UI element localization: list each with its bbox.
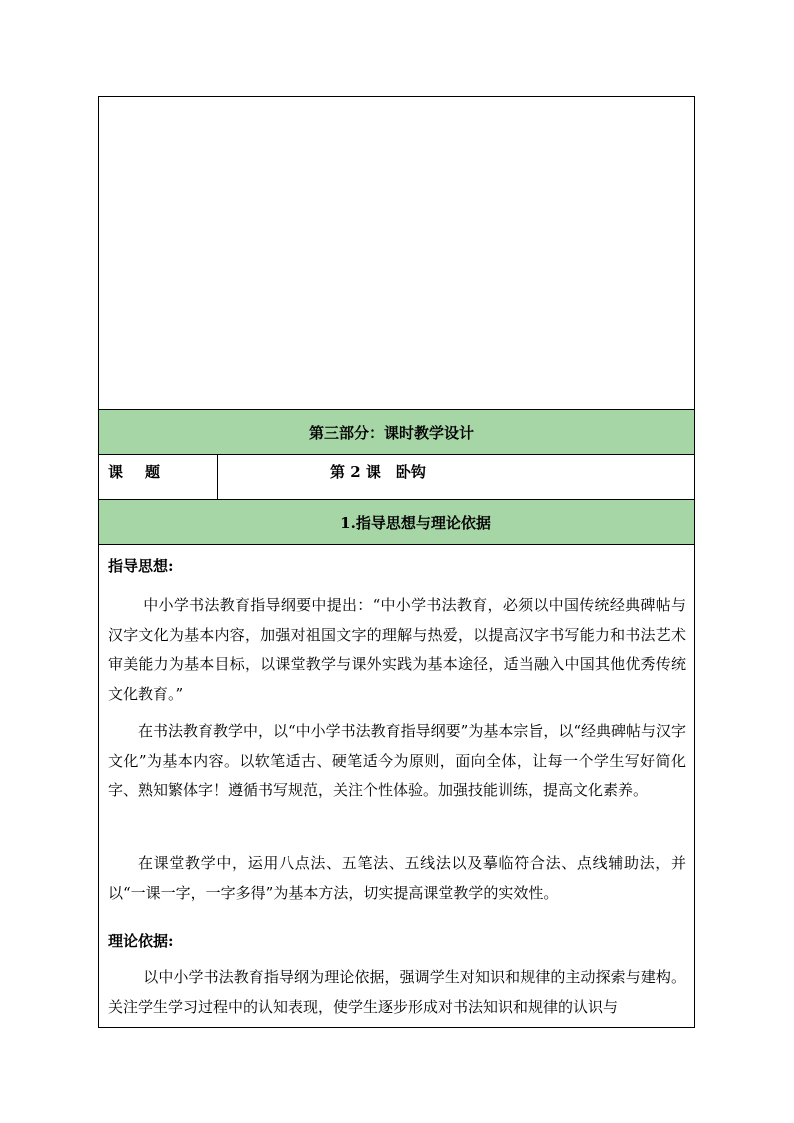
content-cell xyxy=(99,544,694,1028)
lesson-title-label xyxy=(99,455,218,499)
lesson-title-value: 第 2 课 卧钩 xyxy=(330,463,426,481)
section-title: 第三部分：课时教学设计 xyxy=(308,423,474,442)
theory-basis-heading: 理论依据: xyxy=(108,932,174,950)
paragraph-theory-basis: 以中小学书法教育指导纲为理论依据，强调学生对知识和规律的主动探索与建构。关注学生学习过程中的认知表现，使学生逐步形成对书法知识和规律的认识与 xyxy=(108,968,686,1016)
subsection-title: 1.指导思想与理论依据 xyxy=(340,513,491,532)
paragraph-guideline-quote: 中小学书法教育指导纲要中提出：“中小学书法教育，必须以中国传统经典碑帖与汉字文化为基本内容，加强对祖国文字的理解与热爱，以提高汉字书写能力和书法艺术审美能力为基本目标，以课堂教学与课外实践为基本途径，适当融入中国其他优秀传统文化教育。” xyxy=(108,596,686,703)
blank-area xyxy=(99,97,694,409)
guiding-ideas-heading: 指导思想: xyxy=(108,557,174,575)
lesson-plan-table xyxy=(98,96,695,1028)
lesson-label-char-2: 题 xyxy=(145,463,161,481)
lesson-label-char-1: 课 xyxy=(108,463,124,481)
subsection-header xyxy=(99,499,694,544)
paragraph-teaching-principles: 在书法教育教学中，以“中小学书法教育指导纲要”为基本宗旨，以“经典碑帖与汉字文化”为基本内容。以软笔适古、硬笔适今为原则，面向全体，让每一个学生写好简化字、熟知繁体字！遵循书写规范，关注个性体验。加强技能训练，提高文化素养。 xyxy=(108,722,687,799)
lesson-title-row xyxy=(99,454,694,499)
section-header xyxy=(99,409,694,454)
paragraph-classroom-methods: 在课堂教学中，运用八点法、五笔法、五线法以及摹临符合法、点线辅助法，并以“一课一字，一字多得”为基本方法，切实提高课堂教学的实效性。 xyxy=(108,854,686,902)
